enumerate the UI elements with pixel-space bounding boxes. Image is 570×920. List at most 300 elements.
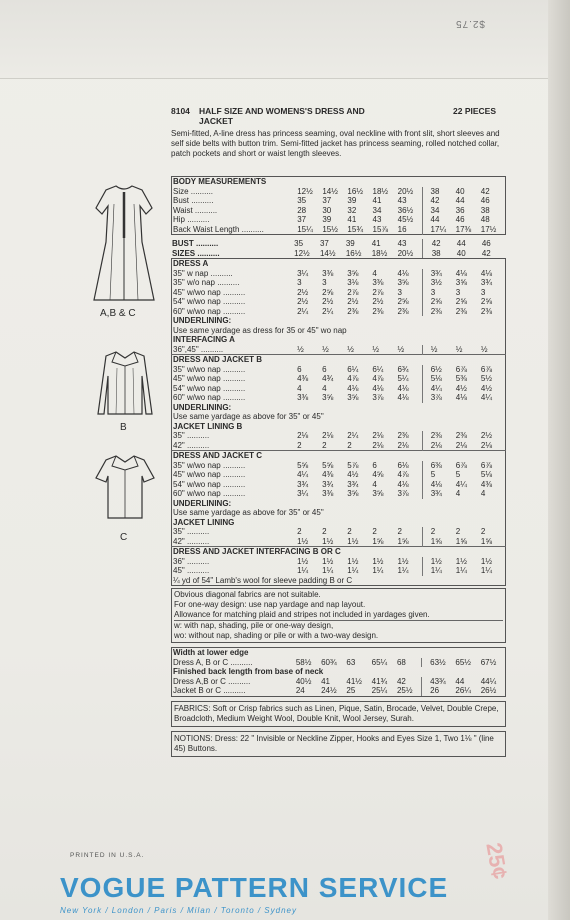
yardage-row bbox=[172, 297, 506, 307]
section-title-row bbox=[172, 547, 506, 557]
row-label: 45" w/wo nap .......... bbox=[173, 374, 246, 383]
printed-in-usa: PRINTED IN U.S.A. bbox=[70, 852, 145, 859]
half-size-value: 2¼ bbox=[297, 306, 309, 316]
women-size-value: 4 bbox=[480, 489, 486, 498]
column-divider bbox=[422, 461, 430, 471]
column-divider bbox=[422, 527, 430, 537]
section-title: JACKET LINING bbox=[173, 517, 235, 527]
column-divider bbox=[422, 677, 429, 687]
half-size-value: 24 bbox=[295, 686, 305, 695]
women-size-value: 5½ bbox=[480, 374, 493, 383]
half-size-value: 4⅝ bbox=[372, 470, 384, 479]
half-size-value: 3¼ bbox=[297, 268, 309, 278]
half-size-value: 4⅞ bbox=[397, 470, 409, 479]
women-size-value: 42 bbox=[430, 196, 440, 205]
figure-label-b: B bbox=[120, 422, 127, 433]
dress-back-illustration bbox=[88, 182, 160, 304]
half-size-value: 3⅝ bbox=[372, 489, 384, 498]
column-divider bbox=[423, 249, 431, 259]
women-size-value: 4 bbox=[455, 489, 461, 498]
half-size-value: 14½ bbox=[322, 186, 338, 196]
column-divider bbox=[422, 225, 429, 235]
half-size-value: 1⅝ bbox=[397, 536, 409, 546]
half-size-value: 2 bbox=[347, 527, 352, 536]
half-size-value: 35 bbox=[294, 239, 304, 248]
women-size-value: ½ bbox=[480, 344, 488, 354]
yardage-row bbox=[172, 480, 506, 490]
half-size-value: 4 bbox=[322, 383, 327, 393]
half-size-value: 43 bbox=[372, 215, 382, 224]
section-title: DRESS AND JACKET C bbox=[172, 451, 506, 461]
yardage-row bbox=[172, 489, 506, 499]
half-size-value: 4⅛ bbox=[397, 268, 409, 278]
body-measurements-heading: BODY MEASUREMENTS bbox=[173, 177, 267, 186]
women-size-value: 44 bbox=[455, 676, 465, 686]
women-size-value: 5 bbox=[455, 470, 461, 479]
women-size-value: 3¾ bbox=[480, 278, 493, 287]
half-size-value: 5¼ bbox=[397, 374, 409, 383]
column-divider bbox=[422, 345, 430, 355]
notes-box bbox=[171, 588, 506, 643]
women-size-value: ½ bbox=[455, 344, 463, 354]
piece-count: 22 PIECES bbox=[453, 106, 496, 116]
women-size-value: 46 bbox=[480, 196, 490, 205]
yardage-row bbox=[172, 365, 506, 375]
half-size-value: 3⅜ bbox=[322, 489, 334, 498]
pattern-description: Semi-fitted, A-line dress has princess seaming, oval neckline with front slit, short sleeves and self side belts with button trim. Semi-fitted jacket has princess seaming, rolled notched collar, patch pockets and short or waist length sleeves. bbox=[171, 129, 500, 158]
half-size-value: 3⅞ bbox=[397, 489, 409, 498]
women-size-value: 42 bbox=[431, 239, 441, 248]
notions-text: NOTIONS: Dress: 22 " Invisible or Neckline Zipper, Hooks and Eyes Size 1, Two 1⅛ " (line 45) Buttons. bbox=[171, 731, 506, 757]
women-size-value: 6½ bbox=[430, 364, 442, 374]
women-size-value: 6⅞ bbox=[455, 364, 467, 374]
column-divider bbox=[422, 431, 430, 441]
women-size-value: 2½ bbox=[480, 431, 493, 440]
yardage-row bbox=[172, 431, 506, 441]
half-size-value: 41 bbox=[347, 215, 357, 224]
column-divider bbox=[423, 239, 431, 249]
half-size-value: 6 bbox=[297, 364, 302, 374]
half-size-value: 18½ bbox=[372, 186, 389, 196]
row-label: Jacket B or C .......... bbox=[173, 686, 246, 695]
women-size-value: 6⅜ bbox=[430, 460, 442, 470]
row-label: 35" .......... bbox=[173, 527, 210, 536]
women-size-value: 40 bbox=[456, 248, 466, 258]
section-title: UNDERLINING: bbox=[173, 498, 232, 508]
women-size-value: 17⅜ bbox=[455, 224, 472, 234]
half-size-value: 3⅞ bbox=[372, 393, 384, 402]
yardage-row bbox=[172, 441, 506, 451]
half-size-value: 1¼ bbox=[322, 566, 334, 575]
half-size-value: 4⅛ bbox=[397, 383, 409, 393]
section-note: Use same yardage as above for 35" or 45" bbox=[173, 508, 324, 517]
half-size-value: 37 bbox=[297, 215, 307, 224]
section-title-row bbox=[172, 316, 506, 326]
half-size-value: 2 bbox=[397, 527, 402, 536]
yardage-chart bbox=[171, 176, 506, 757]
row-label: Dress A, B or C .......... bbox=[173, 657, 253, 667]
women-size-value: 3⅞ bbox=[430, 393, 442, 402]
note-line: For one-way design: use nap yardage and nap layout. bbox=[174, 600, 366, 609]
half-size-value: 2⅞ bbox=[347, 287, 359, 297]
half-size-value: 2½ bbox=[297, 287, 309, 297]
column-divider bbox=[422, 470, 430, 480]
women-size-value: 4½ bbox=[480, 383, 493, 393]
half-size-value: 2 bbox=[297, 527, 302, 536]
length-row bbox=[172, 686, 505, 696]
column-divider bbox=[422, 557, 430, 567]
row-label: Back Waist Length .......... bbox=[173, 224, 264, 234]
row-label: 42" .......... bbox=[173, 440, 210, 450]
vogue-brand-logo: VOGUE PATTERN SERVICE bbox=[60, 872, 449, 903]
row-label: 54" w/wo nap .......... bbox=[173, 383, 246, 393]
half-size-value: 15½ bbox=[322, 224, 338, 234]
women-size-value: 2⅜ bbox=[430, 306, 442, 316]
half-size-value: 1½ bbox=[322, 556, 334, 566]
half-size-value: 58½ bbox=[295, 657, 312, 667]
women-size-value: 1½ bbox=[430, 556, 442, 566]
yardage-row bbox=[172, 278, 506, 288]
half-size-value: 32 bbox=[347, 205, 357, 215]
column-divider bbox=[422, 269, 430, 279]
women-size-value: 42 bbox=[480, 186, 490, 196]
row-label: 35" w/wo nap .......... bbox=[173, 364, 246, 374]
note-line: Allowance for matching plaid and stripes not included in yardages given. bbox=[174, 610, 430, 619]
half-size-value: 39 bbox=[322, 215, 332, 224]
women-size-value: 1⅝ bbox=[455, 536, 467, 546]
half-size-value: 30 bbox=[322, 205, 332, 215]
section-title: Width at lower edge bbox=[173, 648, 249, 657]
section-note-row bbox=[172, 576, 506, 586]
women-size-value: 36 bbox=[455, 205, 465, 215]
half-size-value: 5⅞ bbox=[347, 460, 359, 470]
women-size-value: 26 bbox=[430, 686, 440, 695]
half-size-value: 1½ bbox=[397, 556, 409, 566]
women-size-value: 4⅛ bbox=[455, 393, 467, 402]
women-size-value: 4⅛ bbox=[480, 268, 493, 278]
half-size-value: 2 bbox=[322, 527, 327, 536]
half-size-value: 2⅞ bbox=[372, 287, 384, 297]
women-size-value: 3¾ bbox=[430, 489, 442, 498]
women-size-value: 1¼ bbox=[455, 566, 467, 575]
women-size-value: 1⅝ bbox=[480, 536, 493, 546]
women-size-value: 1½ bbox=[480, 556, 493, 566]
yardage-row bbox=[172, 566, 506, 576]
half-size-value: 2⅜ bbox=[397, 306, 409, 316]
half-size-value: 35 bbox=[297, 196, 307, 205]
half-size-value: 6 bbox=[372, 460, 377, 470]
column-divider bbox=[422, 196, 429, 206]
women-size-value: 2⅜ bbox=[455, 431, 467, 440]
women-size-value: 63½ bbox=[430, 657, 446, 667]
women-size-value: 3½ bbox=[430, 278, 442, 287]
half-size-value: 16½ bbox=[347, 186, 363, 196]
column-divider bbox=[422, 187, 429, 197]
section-note-row bbox=[172, 508, 506, 518]
women-size-value: 2⅜ bbox=[455, 306, 467, 316]
bust-row bbox=[171, 239, 506, 249]
half-size-value: 2⅝ bbox=[397, 297, 409, 306]
section-title-row bbox=[172, 355, 506, 365]
half-size-value: 3 bbox=[322, 278, 327, 287]
women-size-value: 67½ bbox=[480, 657, 497, 667]
row-label: 36",45" .......... bbox=[173, 344, 224, 354]
section-title: UNDERLINING: bbox=[173, 402, 232, 412]
column-divider bbox=[422, 288, 430, 298]
half-size-value: 3¾ bbox=[322, 479, 334, 489]
row-label: SIZES .......... bbox=[172, 248, 220, 258]
body-measurement-row bbox=[172, 225, 506, 235]
sizes-row bbox=[171, 249, 506, 259]
row-label: 45" w/wo nap .......... bbox=[173, 470, 246, 479]
row-label: Size .......... bbox=[173, 186, 214, 196]
women-size-value: 38 bbox=[431, 248, 441, 258]
row-label: 42" .......... bbox=[173, 536, 210, 546]
half-size-value: 4½ bbox=[347, 470, 359, 479]
price-stamp: 25¢ bbox=[481, 840, 513, 882]
column-divider bbox=[422, 215, 429, 225]
section-title: DRESS AND JACKET INTERFACING B OR C bbox=[172, 547, 506, 557]
length-heading-row bbox=[172, 667, 505, 677]
column-divider bbox=[422, 393, 430, 403]
column-divider bbox=[422, 384, 430, 394]
section-title: JACKET LINING B bbox=[173, 421, 243, 431]
width-row bbox=[172, 658, 505, 668]
half-size-value: 25 bbox=[346, 686, 356, 695]
half-size-value: 6⅛ bbox=[397, 460, 409, 470]
yardage-row bbox=[172, 557, 506, 567]
women-size-value: 46 bbox=[481, 239, 491, 248]
women-size-value: 1⅝ bbox=[430, 536, 442, 546]
section-note: Use same yardage as above for 35" or 45" bbox=[173, 412, 324, 421]
column-divider bbox=[422, 307, 430, 317]
length-row bbox=[172, 677, 505, 687]
half-size-value: 1¼ bbox=[397, 566, 409, 575]
yardage-row bbox=[172, 345, 506, 355]
women-size-value: 26½ bbox=[480, 686, 497, 695]
half-size-value: 41½ bbox=[346, 676, 362, 686]
row-label: 54" w/wo nap .......... bbox=[173, 297, 246, 306]
yardage-row bbox=[172, 461, 506, 471]
half-size-value: 43 bbox=[397, 196, 407, 205]
yardage-row bbox=[172, 269, 506, 279]
section-note-row bbox=[172, 326, 506, 336]
flap-price: $2.75 bbox=[455, 18, 486, 29]
half-size-value: 6¼ bbox=[372, 364, 384, 374]
yardage-row bbox=[172, 384, 506, 394]
column-divider bbox=[422, 480, 430, 490]
half-size-value: 1¼ bbox=[347, 566, 359, 575]
half-size-value: 1½ bbox=[297, 556, 309, 566]
half-size-value: 3⅝ bbox=[347, 489, 359, 498]
row-label: 36" .......... bbox=[173, 556, 210, 566]
half-size-value: 42 bbox=[396, 676, 406, 686]
pattern-title: HALF SIZE AND WOMENS'S DRESS AND JACKET bbox=[199, 106, 365, 126]
half-size-value: 6¾ bbox=[397, 364, 409, 374]
women-size-value: 3 bbox=[480, 287, 486, 297]
envelope-flap bbox=[0, 0, 570, 79]
jacket-short-sleeve-illustration bbox=[92, 452, 158, 524]
women-size-value: 6⅞ bbox=[455, 460, 467, 470]
half-size-value: 2⅛ bbox=[397, 440, 409, 450]
half-size-value: 40½ bbox=[295, 676, 312, 686]
half-size-value: 1¼ bbox=[372, 566, 384, 575]
half-size-value: 2⅜ bbox=[347, 306, 359, 316]
column-divider bbox=[422, 441, 430, 451]
yardage-row bbox=[172, 393, 506, 403]
half-size-value: ½ bbox=[322, 344, 329, 354]
women-size-value: 26¼ bbox=[455, 686, 471, 695]
half-size-value: 15¾ bbox=[347, 224, 363, 234]
row-label: Hip .......... bbox=[173, 215, 210, 224]
women-size-value: 2 bbox=[480, 527, 486, 536]
half-size-value: 43 bbox=[397, 239, 407, 248]
half-size-value: 12½ bbox=[294, 248, 310, 258]
half-size-value: 3¾ bbox=[347, 479, 359, 489]
women-size-value: 4⅛ bbox=[430, 479, 442, 489]
half-size-value: 60¾ bbox=[321, 657, 337, 667]
half-size-value: 45½ bbox=[397, 215, 414, 224]
half-size-value: 4 bbox=[372, 268, 377, 278]
column-divider bbox=[422, 686, 429, 696]
women-size-value: 3 bbox=[430, 287, 436, 297]
half-size-value: 4 bbox=[372, 479, 377, 489]
women-size-value: 46 bbox=[455, 215, 465, 224]
women-size-value: 44 bbox=[456, 239, 466, 248]
note-line: Obvious diagonal fabrics are not suitable. bbox=[174, 590, 321, 599]
pattern-number: 8104 bbox=[171, 106, 190, 116]
half-size-value: 37 bbox=[319, 239, 329, 248]
half-size-value: 3 bbox=[397, 287, 402, 297]
half-size-value: 14½ bbox=[319, 248, 336, 258]
row-label: 60" w/wo nap .......... bbox=[173, 489, 246, 498]
half-size-value: 6 bbox=[322, 364, 327, 374]
brand-cities: New York / London / Paris / Milan / Toronto / Sydney bbox=[60, 906, 297, 915]
row-label: 54" w/wo nap .......... bbox=[173, 479, 246, 489]
half-size-value: 6¼ bbox=[347, 364, 359, 374]
column-divider bbox=[422, 365, 430, 375]
row-label: 35" w/wo nap .......... bbox=[173, 460, 246, 470]
women-size-value: 65½ bbox=[455, 657, 471, 667]
half-size-value: 4⅜ bbox=[297, 374, 309, 383]
women-size-value: 38 bbox=[480, 205, 490, 215]
sizes-table bbox=[171, 239, 506, 258]
section-title-row bbox=[172, 259, 506, 269]
yardage-row bbox=[172, 374, 506, 384]
half-size-value: 4⅜ bbox=[322, 470, 334, 479]
half-size-value: 3⅝ bbox=[347, 393, 359, 402]
half-size-value: 37 bbox=[322, 196, 332, 205]
column-divider bbox=[422, 206, 429, 216]
half-size-value: 4⅛ bbox=[372, 383, 384, 393]
women-size-value: 5⅜ bbox=[455, 374, 467, 383]
half-size-value: 63 bbox=[346, 657, 356, 667]
section-title-row bbox=[172, 335, 506, 345]
women-size-value: 2⅝ bbox=[480, 297, 493, 306]
section-note-row bbox=[172, 412, 506, 422]
women-size-value: 17½ bbox=[480, 224, 497, 234]
finished-measurements-table bbox=[172, 648, 505, 696]
half-size-value: 1½ bbox=[322, 536, 334, 546]
half-size-value: 3⅝ bbox=[322, 393, 334, 402]
women-size-value: 17¼ bbox=[430, 224, 447, 234]
women-size-value: 1¼ bbox=[480, 566, 493, 575]
women-size-value: 2⅛ bbox=[480, 440, 493, 450]
half-size-value: 3⅜ bbox=[372, 278, 384, 287]
yardage-row bbox=[172, 537, 506, 547]
women-size-value: 2⅛ bbox=[430, 440, 442, 450]
half-size-value: 3 bbox=[297, 278, 302, 287]
column-divider bbox=[422, 566, 430, 576]
half-size-value: 20½ bbox=[397, 186, 414, 196]
women-size-value: 4⅛ bbox=[455, 268, 467, 278]
column-divider bbox=[422, 297, 430, 307]
half-size-value: 18½ bbox=[371, 248, 388, 258]
half-size-value: 3⅝ bbox=[397, 278, 409, 287]
women-size-value: 1¼ bbox=[430, 566, 442, 575]
half-size-value: 16 bbox=[397, 224, 407, 234]
column-divider bbox=[422, 278, 430, 288]
yardage-row bbox=[172, 470, 506, 480]
half-size-value: 16½ bbox=[345, 248, 362, 258]
half-size-value: 4 bbox=[297, 383, 302, 393]
women-size-value: 48 bbox=[480, 215, 490, 224]
half-size-value: 4⅞ bbox=[372, 374, 384, 383]
envelope-edge bbox=[548, 0, 570, 920]
column-divider bbox=[422, 537, 430, 547]
row-label: 35" w nap .......... bbox=[173, 268, 233, 278]
section-note: Use same yardage as dress for 35 or 45" wo nap bbox=[173, 325, 347, 335]
half-size-value: 24½ bbox=[321, 686, 337, 695]
half-size-value: 2¼ bbox=[347, 431, 359, 440]
column-divider bbox=[422, 489, 430, 499]
finished-measurements-box bbox=[171, 647, 506, 697]
half-size-value: 4⅛ bbox=[347, 383, 359, 393]
body-measurement-row bbox=[172, 196, 506, 206]
figure-label-c: C bbox=[120, 532, 128, 543]
row-label: 35" w/o nap .......... bbox=[173, 278, 240, 287]
column-divider bbox=[422, 374, 430, 384]
row-label: 35" .......... bbox=[173, 431, 210, 440]
half-size-value: 41 bbox=[321, 676, 330, 686]
women-size-value: 2⅜ bbox=[430, 431, 442, 440]
section-note: ¼ yd of 54" Lamb's wool for sleeve padding B or C bbox=[173, 575, 353, 585]
body-measurement-row bbox=[172, 187, 506, 197]
yardage-table bbox=[171, 258, 506, 586]
women-size-value: 38 bbox=[430, 186, 440, 196]
half-size-value: 39 bbox=[345, 239, 355, 248]
women-size-value: 2⅝ bbox=[430, 297, 442, 306]
half-size-value: 41¾ bbox=[371, 676, 388, 686]
half-size-value: 34 bbox=[372, 205, 382, 215]
half-size-value: 4⅛ bbox=[397, 479, 409, 489]
column-divider bbox=[422, 658, 429, 668]
half-size-value: 2½ bbox=[322, 297, 334, 306]
women-size-value: 40 bbox=[455, 186, 465, 196]
half-size-value: 2⅛ bbox=[372, 440, 384, 450]
yardage-row bbox=[172, 288, 506, 298]
note-line: w: with nap, shading, pile or one-way design, bbox=[174, 620, 503, 631]
half-size-value: 25¼ bbox=[371, 686, 388, 695]
women-size-value: 34 bbox=[430, 205, 440, 215]
women-size-value: ½ bbox=[430, 344, 438, 354]
half-size-value: 65¼ bbox=[371, 657, 388, 667]
section-title: DRESS AND JACKET B bbox=[172, 355, 506, 365]
women-size-value: 42 bbox=[481, 248, 491, 258]
row-label: Dress A,B or C .......... bbox=[173, 676, 251, 686]
half-size-value: ½ bbox=[347, 344, 354, 354]
women-size-value: 43¾ bbox=[430, 676, 446, 686]
